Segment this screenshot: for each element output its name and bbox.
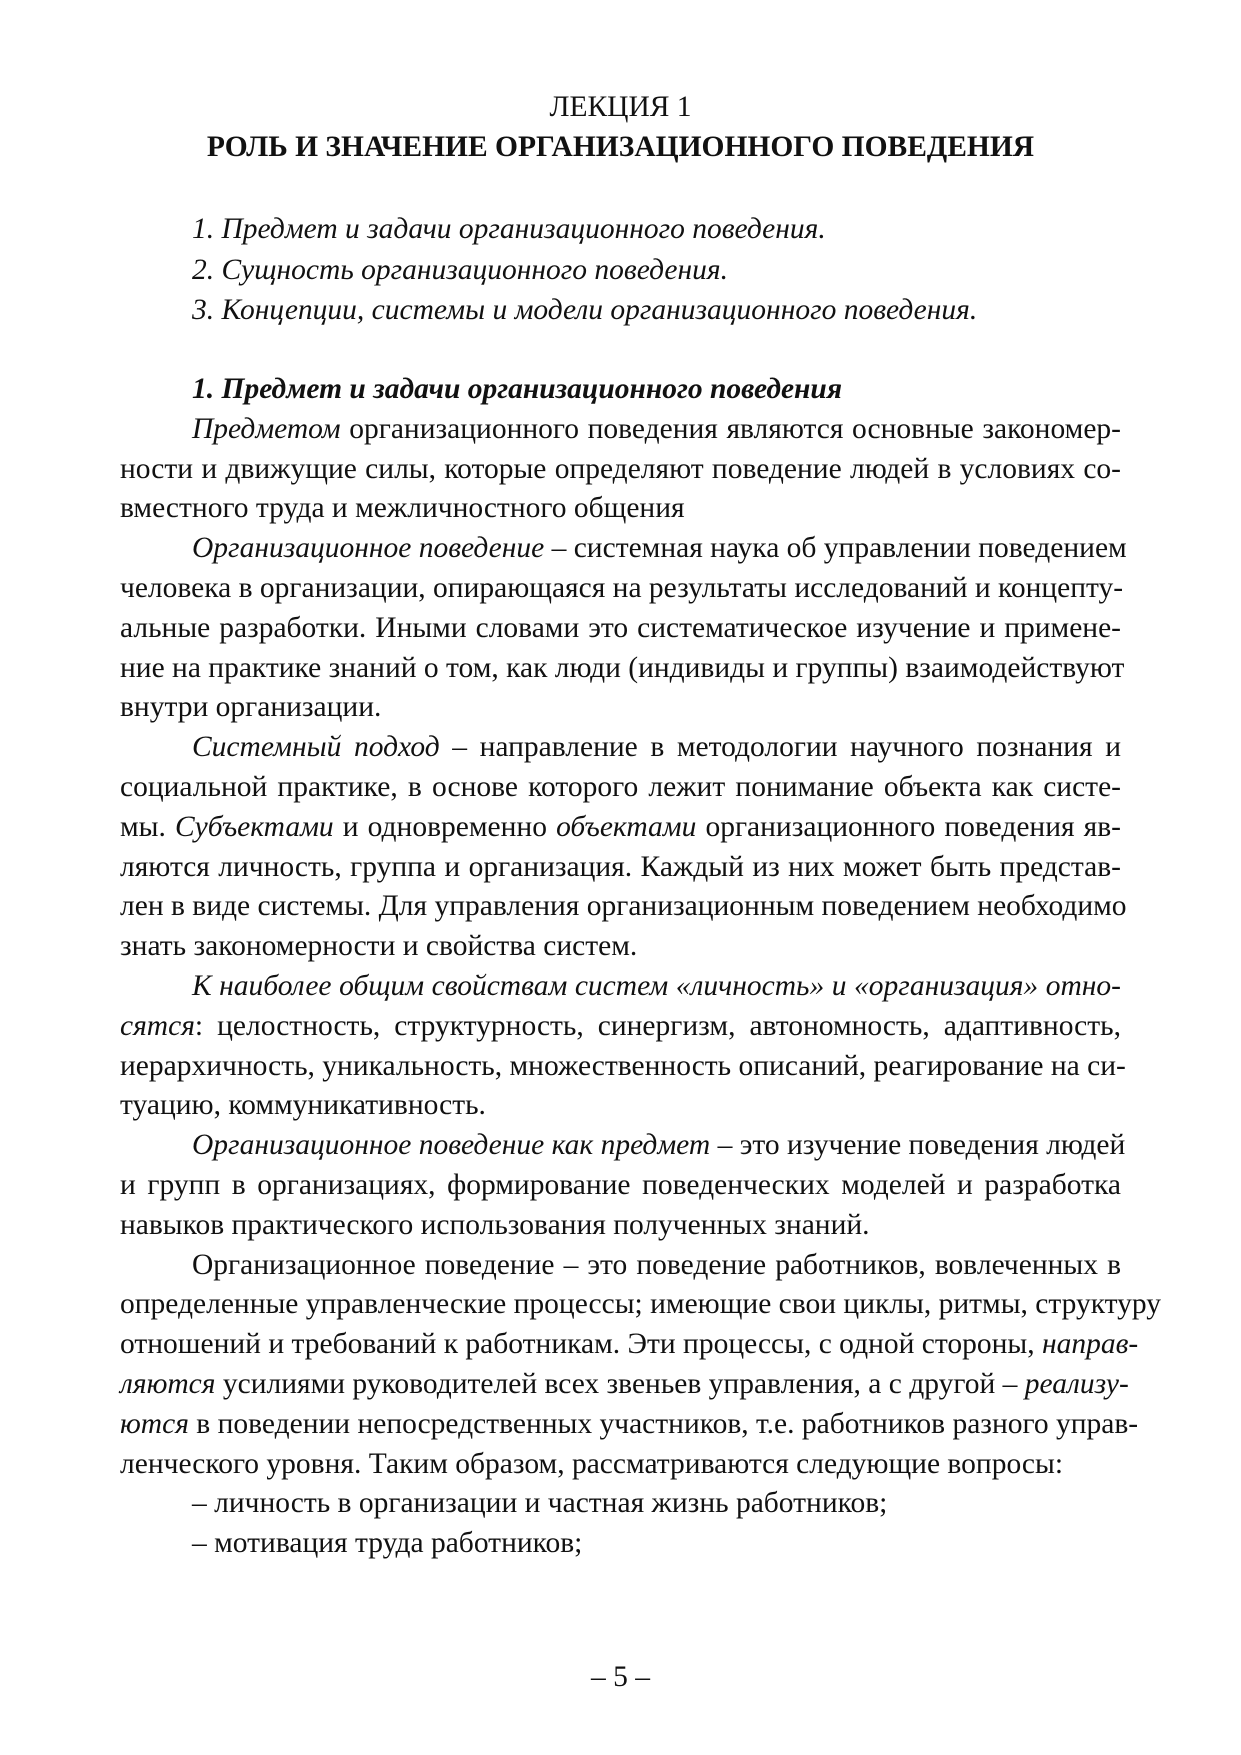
text-line bbox=[120, 1484, 1121, 1524]
section-heading: 1. Предмет и задачи организационного поведения bbox=[192, 373, 843, 405]
text-line bbox=[120, 450, 1121, 490]
page-number: – 5 – bbox=[591, 1661, 650, 1693]
text-line bbox=[120, 688, 1121, 728]
text-line bbox=[120, 410, 1121, 450]
outline-item: 3. Концепции, системы и модели организационного поведения. bbox=[192, 294, 978, 326]
text-segment: и групп в организациях, формирование поведенческих моделей и разработка bbox=[120, 1168, 1121, 1201]
text-segment: и одновременно bbox=[333, 810, 557, 843]
text-line bbox=[120, 768, 1121, 808]
italic-term: Субъектами bbox=[174, 810, 334, 843]
text-segment: в поведении непосредственных участников, т.е. работников разного управ- bbox=[188, 1407, 1139, 1440]
text-line bbox=[120, 1405, 1139, 1445]
italic-term: направ- bbox=[1041, 1328, 1139, 1361]
italic-term: К наиболее общим свойствам систем «личность» и «организация» отно- bbox=[192, 969, 1121, 1002]
text-segment: отношений и требований к работникам. Эти процессы, с одной стороны, bbox=[120, 1328, 1042, 1361]
paragraph bbox=[120, 967, 1126, 1126]
text-line bbox=[120, 887, 1127, 927]
italic-term: реализу- bbox=[1024, 1367, 1129, 1400]
document-body bbox=[120, 370, 1162, 1564]
text-segment: – это изучение поведения людей bbox=[710, 1129, 1126, 1162]
text-segment: мы. bbox=[120, 810, 175, 843]
text-line bbox=[120, 967, 1121, 1007]
italic-term: Системный подход bbox=[192, 731, 440, 764]
italic-term: Организационное поведение bbox=[192, 532, 545, 565]
text-segment: социальной практике, в основе которого лежит понимание объекта как систе- bbox=[120, 770, 1121, 803]
text-segment: : целостность, структурность, синергизм, автономность, адаптивность, bbox=[194, 1009, 1121, 1042]
text-line bbox=[120, 1047, 1126, 1087]
text-segment: ленческого уровня. Таким образом, рассматриваются следующие вопросы: bbox=[120, 1447, 1064, 1480]
text-line bbox=[120, 1325, 1139, 1365]
italic-term: ются bbox=[120, 1407, 189, 1440]
paragraph bbox=[120, 1524, 1121, 1564]
text-segment: организационного поведения яв- bbox=[696, 810, 1121, 843]
text-line bbox=[120, 1285, 1162, 1325]
text-line bbox=[120, 1086, 1121, 1126]
lecture-outline bbox=[192, 209, 977, 331]
italic-term: сятся bbox=[120, 1009, 195, 1042]
text-line bbox=[120, 728, 1121, 768]
paragraph bbox=[120, 1126, 1126, 1245]
italic-term: Предметом bbox=[192, 412, 341, 445]
paragraph bbox=[120, 728, 1127, 967]
text-segment: – направление в методологии научного познания и bbox=[439, 731, 1121, 764]
paragraph bbox=[120, 529, 1127, 728]
text-segment: вместного труда и межличностного общения bbox=[120, 492, 685, 525]
text-line bbox=[120, 1365, 1129, 1405]
text-segment: – системная наука об управлении поведением bbox=[544, 532, 1127, 565]
text-segment: – личность в организации и частная жизнь работников; bbox=[192, 1487, 888, 1520]
text-segment: внутри организации. bbox=[120, 691, 382, 724]
text-segment: навыков практического использования полученных знаний. bbox=[120, 1208, 870, 1241]
lecture-title: РОЛЬ И ЗНАЧЕНИЕ ОРГАНИЗАЦИОННОГО ПОВЕДЕНИЯ bbox=[206, 131, 1035, 163]
paragraph bbox=[120, 1246, 1162, 1485]
text-segment: знать закономерности и свойства систем. bbox=[120, 930, 638, 963]
text-line bbox=[120, 1126, 1126, 1166]
lecture-number: ЛЕКЦИЯ 1 bbox=[549, 91, 692, 123]
text-segment: лен в виде системы. Для управления организационным поведением необходимо bbox=[120, 890, 1127, 923]
text-segment: иерархичность, уникальность, множественность описаний, реагирование на си- bbox=[120, 1049, 1126, 1082]
text-line bbox=[120, 649, 1125, 689]
paragraph bbox=[120, 410, 1121, 529]
text-line bbox=[120, 609, 1121, 649]
text-segment: альные разработки. Иными словами это систематическое изучение и примене- bbox=[120, 611, 1121, 644]
italic-term: Организационное поведение как предмет bbox=[192, 1129, 711, 1162]
outline-item: 1. Предмет и задачи организационного поведения. bbox=[192, 213, 826, 245]
text-line bbox=[120, 1246, 1121, 1286]
text-line bbox=[120, 927, 1121, 967]
text-line bbox=[120, 1445, 1121, 1485]
text-line bbox=[120, 1007, 1121, 1047]
text-segment: ние на практике знаний о том, как люди (индивиды и группы) взаимодействуют bbox=[120, 651, 1125, 684]
text-segment: – мотивация труда работников; bbox=[192, 1527, 583, 1560]
text-segment: ляются личность, группа и организация. Каждый из них может быть представ- bbox=[120, 850, 1121, 883]
text-line bbox=[120, 529, 1127, 569]
outline-item: 2. Сущность организационного поведения. bbox=[192, 253, 728, 286]
text-segment: организационного поведения являются основные закономер- bbox=[340, 412, 1121, 445]
text-segment: человека в организации, опирающаяся на результаты исследований и концепту- bbox=[120, 571, 1124, 604]
text-segment: усилиями руководителей всех звеньев управления, а с другой – bbox=[215, 1367, 1025, 1400]
text-line bbox=[120, 569, 1124, 609]
italic-term: объектами bbox=[556, 810, 697, 843]
text-segment: туацию, коммуникативность. bbox=[120, 1089, 486, 1122]
italic-term: ляются bbox=[120, 1367, 216, 1400]
text-segment: ности и движущие силы, которые определяют поведение людей в условиях со- bbox=[120, 452, 1121, 485]
text-line bbox=[120, 489, 1121, 529]
text-segment: определенные управленческие процессы; имеющие свои циклы, ритмы, структуру bbox=[120, 1288, 1162, 1321]
paragraph bbox=[120, 1484, 1121, 1524]
text-line bbox=[120, 1166, 1121, 1206]
text-line bbox=[120, 848, 1121, 888]
text-line bbox=[120, 1206, 1121, 1246]
text-segment: Организационное поведение – это поведение работников, вовлеченных в bbox=[192, 1248, 1121, 1281]
text-line bbox=[120, 808, 1121, 848]
text-line bbox=[120, 1524, 1121, 1564]
